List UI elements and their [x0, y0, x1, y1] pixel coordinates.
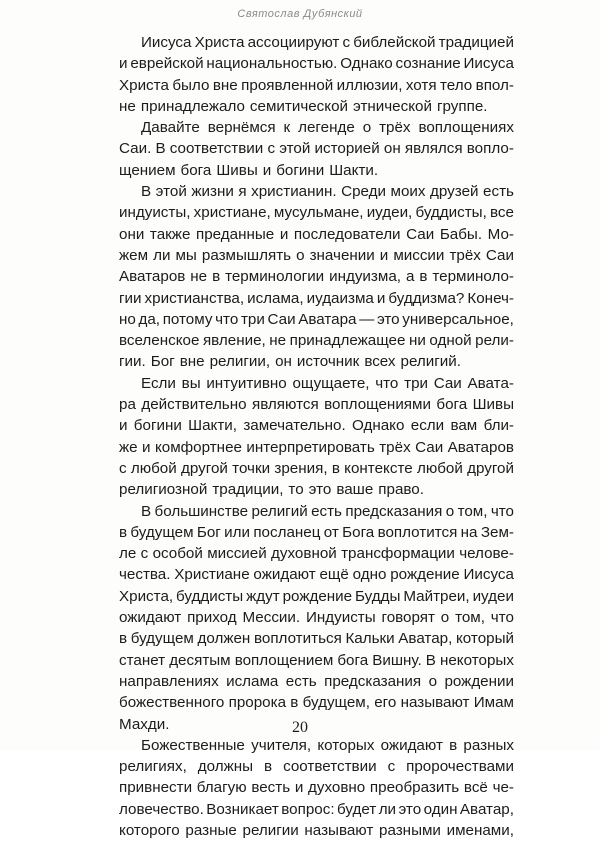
text-line: привнести благую весть и духовно преобразить всё че- — [119, 779, 514, 797]
text-line: Христа, буддисты ждут рождение Будды Майтреи, иудеи — [119, 587, 514, 605]
text-line: религиях, должны в соответствии с пророчествами — [119, 758, 514, 776]
text-line: но да, потому что три Саи Аватара — это универсальное, — [119, 310, 514, 328]
text-line: В большинстве религий есть предсказания о том, что — [141, 502, 514, 520]
page-number: 20 — [292, 719, 308, 736]
text-line: Давайте вернёмся к легенде о трёх воплощениях — [141, 119, 514, 137]
text-line: индуисты, христиане, мусульмане, иудеи, буддисты, все — [119, 204, 514, 222]
text-line: Аватаров не в терминологии индуизма, а в терминоло- — [119, 268, 514, 286]
text-line: религиозной традиции, то это ваше право. — [119, 481, 424, 499]
text-line: Махди. — [119, 715, 170, 733]
text-line: они также преданные и последователи Саи Бабы. Мо- — [119, 225, 514, 243]
text-line: направлениях ислама есть предсказания о рождении — [119, 672, 514, 690]
text-line: с любой другой точки зрения, в контексте любой другой — [119, 459, 514, 477]
text-line: В этой жизни я христианин. Среди моих друзей есть — [141, 183, 514, 201]
text-line: станет десятым воплощением бога Вишну. В некоторых — [119, 651, 514, 669]
text-line: Божественные учителя, которых ожидают в разных — [141, 736, 514, 754]
text-line: жем ли мы размышлять о значении и миссии трёх Саи — [119, 246, 514, 264]
text-line: божественного пророка в будущем, его называют Имам — [119, 694, 514, 712]
running-head: Святослав Дубянский — [237, 8, 363, 20]
text-line: ле с особой миссией духовной трансформации челове- — [119, 545, 514, 563]
text-line: чества. Христиане ожидают ещё одно рождение Иисуса — [119, 566, 514, 584]
text-line: в будущем должен воплотиться Кальки Аватар, который — [119, 630, 514, 648]
text-line: же и комфортнее интерпретировать трёх Саи Аватаров — [119, 438, 514, 456]
text-line: Саи. В соответствии с этой историей он являлся вопло- — [119, 140, 514, 158]
text-line: которого разные религии называют разными именами, — [119, 821, 514, 839]
text-line: и богини Шакти, замечательно. Однако если вам бли- — [119, 417, 514, 435]
text-line: гии. Бог вне религии, он источник всех религий. — [119, 353, 461, 371]
text-line: в будущем Бог или посланец от Бога воплотится на Зем- — [119, 523, 514, 541]
text-line: ловечество. Возникает вопрос: будет ли это один Аватар, — [119, 800, 514, 818]
text-line: Если вы интуитивно ощущаете, что три Саи Авата- — [141, 374, 514, 392]
text-line: и еврейской национальностью. Однако сознание Иисуса — [119, 55, 514, 73]
text-line: Христа было вне проявленной иллюзии, хотя тело впол- — [119, 76, 514, 94]
text-line: щением бога Шивы и богини Шакти. — [119, 161, 379, 179]
text-line: ожидают приход Мессии. Индуисты говорят о том, что — [119, 609, 514, 627]
text-line: не принадлежало семитической этнической группе. — [119, 97, 488, 115]
text-line: вселенское явление, не принадлежащее ни одной рели- — [119, 332, 514, 350]
text-line: ра действительно являются воплощениями бога Шивы — [119, 396, 514, 414]
text-line: гии христианства, ислама, иудаизма и буддизма? Конеч- — [119, 289, 514, 307]
text-line: Иисуса Христа ассоциируют с библейской традицией — [141, 34, 514, 51]
